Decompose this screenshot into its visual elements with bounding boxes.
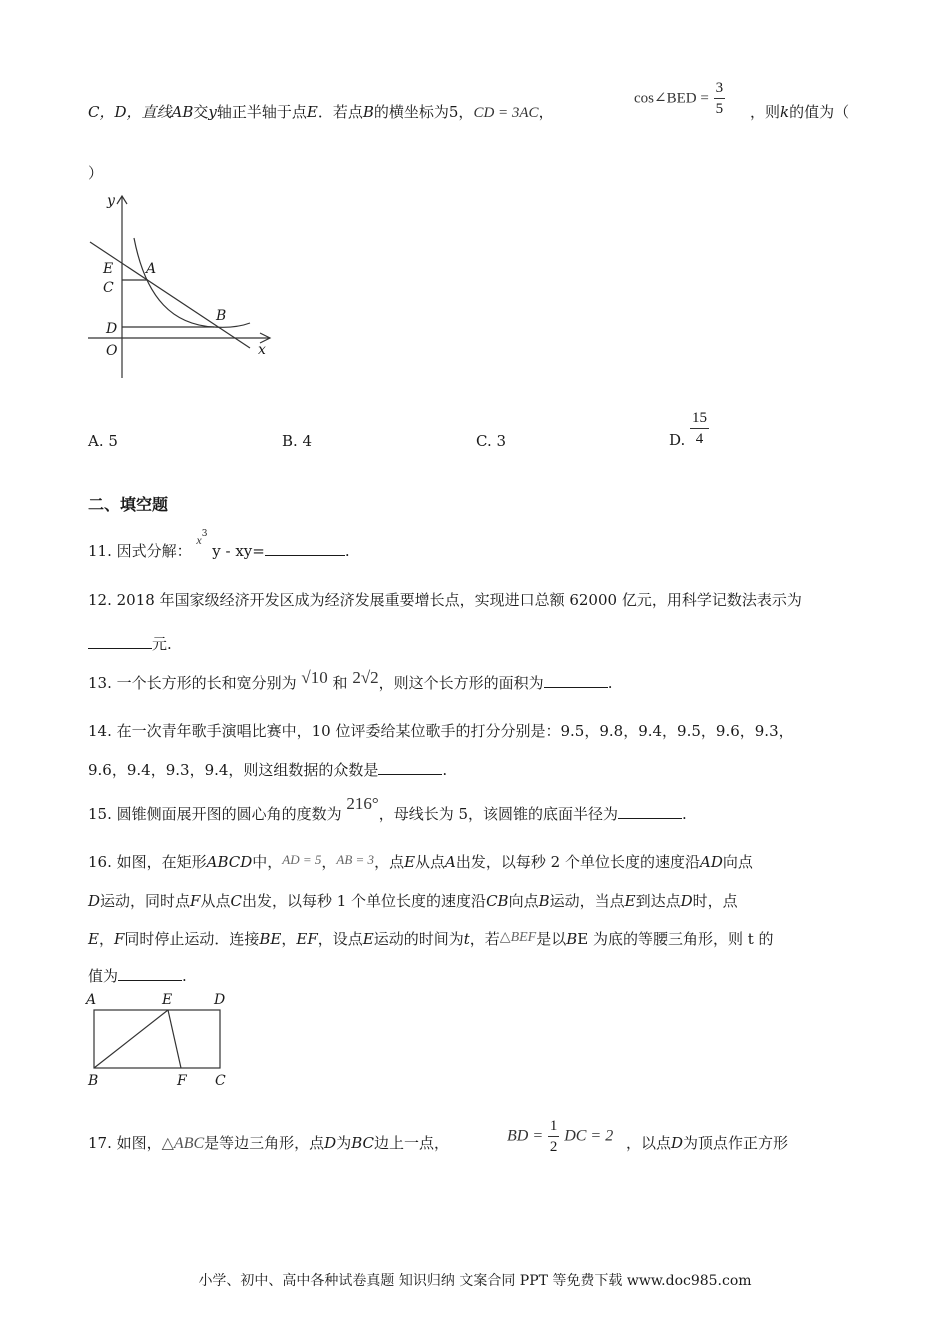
answer-blank[interactable] xyxy=(118,966,182,981)
q16-line3: E，F同时停止运动．连接BE，EF，设点E运动的时间为t，若△BEF是以BE 为底的等腰三角形，则 t 的 xyxy=(88,930,774,948)
fig16-label-a: A xyxy=(86,992,97,1008)
fig16-label-c: C xyxy=(215,1073,226,1089)
fig16-label-f: F xyxy=(177,1073,187,1089)
option-a[interactable]: A. 5 xyxy=(88,432,118,450)
q12-line2: 元. xyxy=(88,633,172,654)
fig16-label-d: D xyxy=(214,992,226,1008)
fig16-label-e: E xyxy=(162,992,173,1008)
q12-line1: 12. 2018 年国家级经济开发区成为经济发展重要增长点，实现进口总额 62000 亿元，用科学记数法表示为 xyxy=(88,591,802,609)
answer-blank[interactable] xyxy=(88,634,152,649)
segment-be xyxy=(94,1010,168,1068)
fig-label-o: O xyxy=(106,343,118,359)
fig-label-c: C xyxy=(103,280,114,296)
q10-line1: C，D，直线AB交y轴正半轴于点E．若点B的横坐标为5，CD = 3AC， xyxy=(88,103,554,121)
q17-bd-expression: BD = $\frac{1}{2}$ DC = 2 xyxy=(507,1118,614,1155)
q10-cos-expression: cos∠BED = $\frac{3}{5}$ xyxy=(634,80,724,117)
option-d[interactable]: D. $\frac{15}{4}$ xyxy=(669,409,708,449)
q17-end: ，以点D为顶点作正方形 xyxy=(626,1134,789,1152)
answer-blank[interactable] xyxy=(618,804,682,819)
q16-figure xyxy=(84,990,234,1090)
fig16-label-b: B xyxy=(88,1073,99,1089)
q14-line1: 14. 在一次青年歌手演唱比赛中，10 位评委给某位歌手的打分分别是：9.5，9.8，9.4，9.5，9.6，9.3， xyxy=(88,722,794,740)
page-footer: 小学、初中、高中各种试卷真题 知识归纳 文案合同 PPT 等免费下载 www.doc985.com xyxy=(198,1273,752,1289)
q10-line1-tail: ，则k的值为（ xyxy=(750,103,850,121)
q10-figure xyxy=(84,190,284,385)
q16-line4: 值为 . xyxy=(88,967,187,985)
q10-line2: ） xyxy=(88,164,104,182)
q14-line2: 9.6，9.4，9.3，9.4，则这组数据的众数是 . xyxy=(88,761,448,779)
q16-line2: D运动，同时点F从点C出发，以每秒 1 个单位长度的速度沿CB向点B运动，当点E到达点D时，点 xyxy=(88,892,738,910)
fig-label-d: D xyxy=(106,321,118,337)
fig-label-e: E xyxy=(103,261,114,277)
fig-label-y: y xyxy=(107,193,115,209)
q16-line1: 16. 如图，在矩形ABCD中，AD = 5，AB = 3，点E从点A出发，以每秒 2 个单位长度的速度沿AD向点 xyxy=(88,852,753,871)
answer-blank[interactable] xyxy=(378,760,442,775)
option-b[interactable]: B. 4 xyxy=(282,432,313,450)
section-heading: 二、填空题 xyxy=(88,495,169,514)
fig-label-a: A xyxy=(146,261,157,277)
q17-start: 17. 如图，△ABC是等边三角形，点D为BC边上一点， xyxy=(88,1134,450,1152)
q15: 15. 圆锥侧面展开图的圆心角的度数为 216°，母线长为 5，该圆锥的底面半径为 . xyxy=(88,794,687,823)
q11: 11. 因式分解： $^{x3}$ y - xy= . xyxy=(88,529,350,560)
q13: 13. 一个长方形的长和宽分别为 √10 和 2√2，则这个长方形的面积为 . xyxy=(88,668,613,692)
segment-ef xyxy=(168,1010,181,1068)
answer-blank[interactable] xyxy=(265,541,345,556)
option-c[interactable]: C. 3 xyxy=(476,432,507,450)
fig-label-b: B xyxy=(216,308,227,324)
fig-label-x: x xyxy=(258,342,266,358)
answer-blank[interactable] xyxy=(544,673,608,688)
